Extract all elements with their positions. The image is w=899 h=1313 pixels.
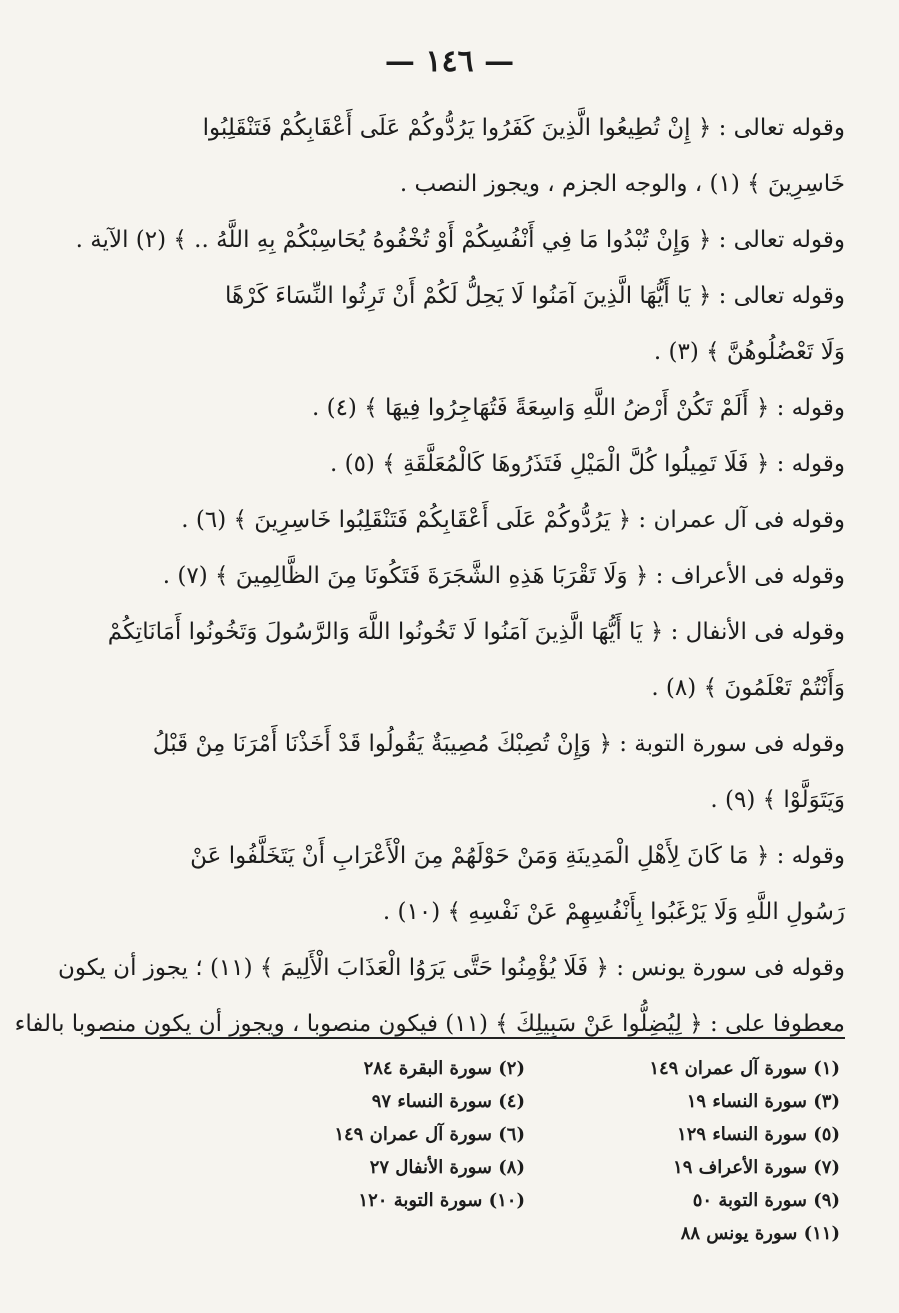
main-text bbox=[14, 100, 845, 1052]
footnote: (٥) سورة النساء ١٢٩ bbox=[677, 1124, 840, 1145]
text-line: رَسُولِ اللَّهِ وَلَا يَرْغَبُوا بِأَنْفُسِهِمْ عَنْ نَفْسِهِ ﴾ (١٠) . bbox=[382, 899, 845, 925]
text-line: وقوله تعالى : ﴿ يَا أَيُّهَا الَّذِينَ آمَنُوا لَا يَحِلُّ لَكُمْ أَنْ تَرِثُوا النِّسَاءَ كَرْهًا bbox=[224, 283, 845, 309]
footnotes bbox=[270, 1052, 840, 1250]
text-line: وقوله فى سورة يونس : ﴿ فَلَا يُؤْمِنُوا حَتَّى يَرَوُا الْعَذَابَ الْأَلِيمَ ﴾ (١١) ؛ يجوز أن يكون bbox=[58, 955, 845, 981]
text-line: وَيَتَوَلَّوْا ﴾ (٩) . bbox=[710, 787, 845, 813]
text-line: وَأَنْتُمْ تَعْلَمُونَ ﴾ (٨) . bbox=[651, 675, 845, 701]
footnote: (١٠) سورة التوبة ١٢٠ bbox=[358, 1190, 525, 1211]
text-line: وقوله فى الأنفال : ﴿ يَا أَيُّهَا الَّذِينَ آمَنُوا لَا تَخُونُوا اللَّهَ وَالرَّسُولَ وَتَخُونُوا أَمَانَاتِكُمْ bbox=[107, 619, 845, 645]
text-line: خَاسِرِينَ ﴾ (١) ، والوجه الجزم ، ويجوز النصب . bbox=[399, 171, 845, 197]
text-line: وقوله فى آل عمران : ﴿ يَرُدُّوكُمْ عَلَى أَعْقَابِكُمْ فَتَنْقَلِبُوا خَاسِرِينَ ﴾ (٦) . bbox=[181, 507, 845, 533]
footnote: (٨) سورة الأنفال ٢٧ bbox=[369, 1157, 525, 1178]
text-line: وقوله تعالى : ﴿ إِنْ تُطِيعُوا الَّذِينَ كَفَرُوا يَرُدُّوكُمْ عَلَى أَعْقَابِكُمْ فَتَنْقَلِبُوا bbox=[202, 115, 845, 141]
footnote: (١) سورة آل عمران ١٤٩ bbox=[649, 1058, 840, 1079]
footnote: (٤) سورة النساء ٩٧ bbox=[371, 1091, 525, 1112]
text-line: وقوله : ﴿ أَلَمْ تَكُنْ أَرْضُ اللَّهِ وَاسِعَةً فَتُهَاجِرُوا فِيهَا ﴾ (٤) . bbox=[311, 395, 845, 421]
footnote: (١١) سورة يونس ٨٨ bbox=[680, 1223, 840, 1244]
footnote: (٩) سورة التوبة ٥٠ bbox=[692, 1190, 840, 1211]
footnote: (٧) سورة الأعراف ١٩ bbox=[673, 1157, 840, 1178]
text-line: وقوله : ﴿ مَا كَانَ لِأَهْلِ الْمَدِينَةِ وَمَنْ حَوْلَهُمْ مِنَ الْأَعْرَابِ أَنْ يَتَخَلَّفُوا عَنْ bbox=[190, 843, 845, 869]
page-number: — ١٤٦ — bbox=[384, 44, 515, 79]
text-line: وقوله تعالى : ﴿ وَإِنْ تُبْدُوا مَا فِي أَنْفُسِكُمْ أَوْ تُخْفُوهُ يُحَاسِبْكُمْ بِهِ اللَّهُ .. ﴾ (٢) الآية . bbox=[75, 227, 845, 253]
text-line: وقوله فى الأعراف : ﴿ وَلَا تَقْرَبَا هَذِهِ الشَّجَرَةَ فَتَكُونَا مِنَ الظَّالِمِينَ ﴾ (٧) . bbox=[162, 563, 845, 589]
footnote: (٦) سورة آل عمران ١٤٩ bbox=[334, 1124, 525, 1145]
text-line: وقوله فى سورة التوبة : ﴿ وَإِنْ تُصِبْكَ مُصِيبَةٌ يَقُولُوا قَدْ أَخَذْنَا أَمْرَنَا مِنْ قَبْلُ bbox=[152, 731, 845, 757]
text-line: وَلَا تَعْضُلُوهُنَّ ﴾ (٣) . bbox=[653, 339, 845, 365]
footnote: (٢) سورة البقرة ٢٨٤ bbox=[363, 1058, 525, 1079]
text-line: وقوله : ﴿ فَلَا تَمِيلُوا كُلَّ الْمَيْلِ فَتَذَرُوهَا كَالْمُعَلَّقَةِ ﴾ (٥) . bbox=[329, 451, 845, 477]
footnote: (٣) سورة النساء ١٩ bbox=[686, 1091, 840, 1112]
text-line: معطوفا على : ﴿ لِيُضِلُّوا عَنْ سَبِيلِكَ ﴾ (١١) فيكون منصوبا ، ويجوز أن يكون منصوبا بالفاء bbox=[14, 1011, 845, 1037]
footnote-divider bbox=[100, 1037, 845, 1039]
